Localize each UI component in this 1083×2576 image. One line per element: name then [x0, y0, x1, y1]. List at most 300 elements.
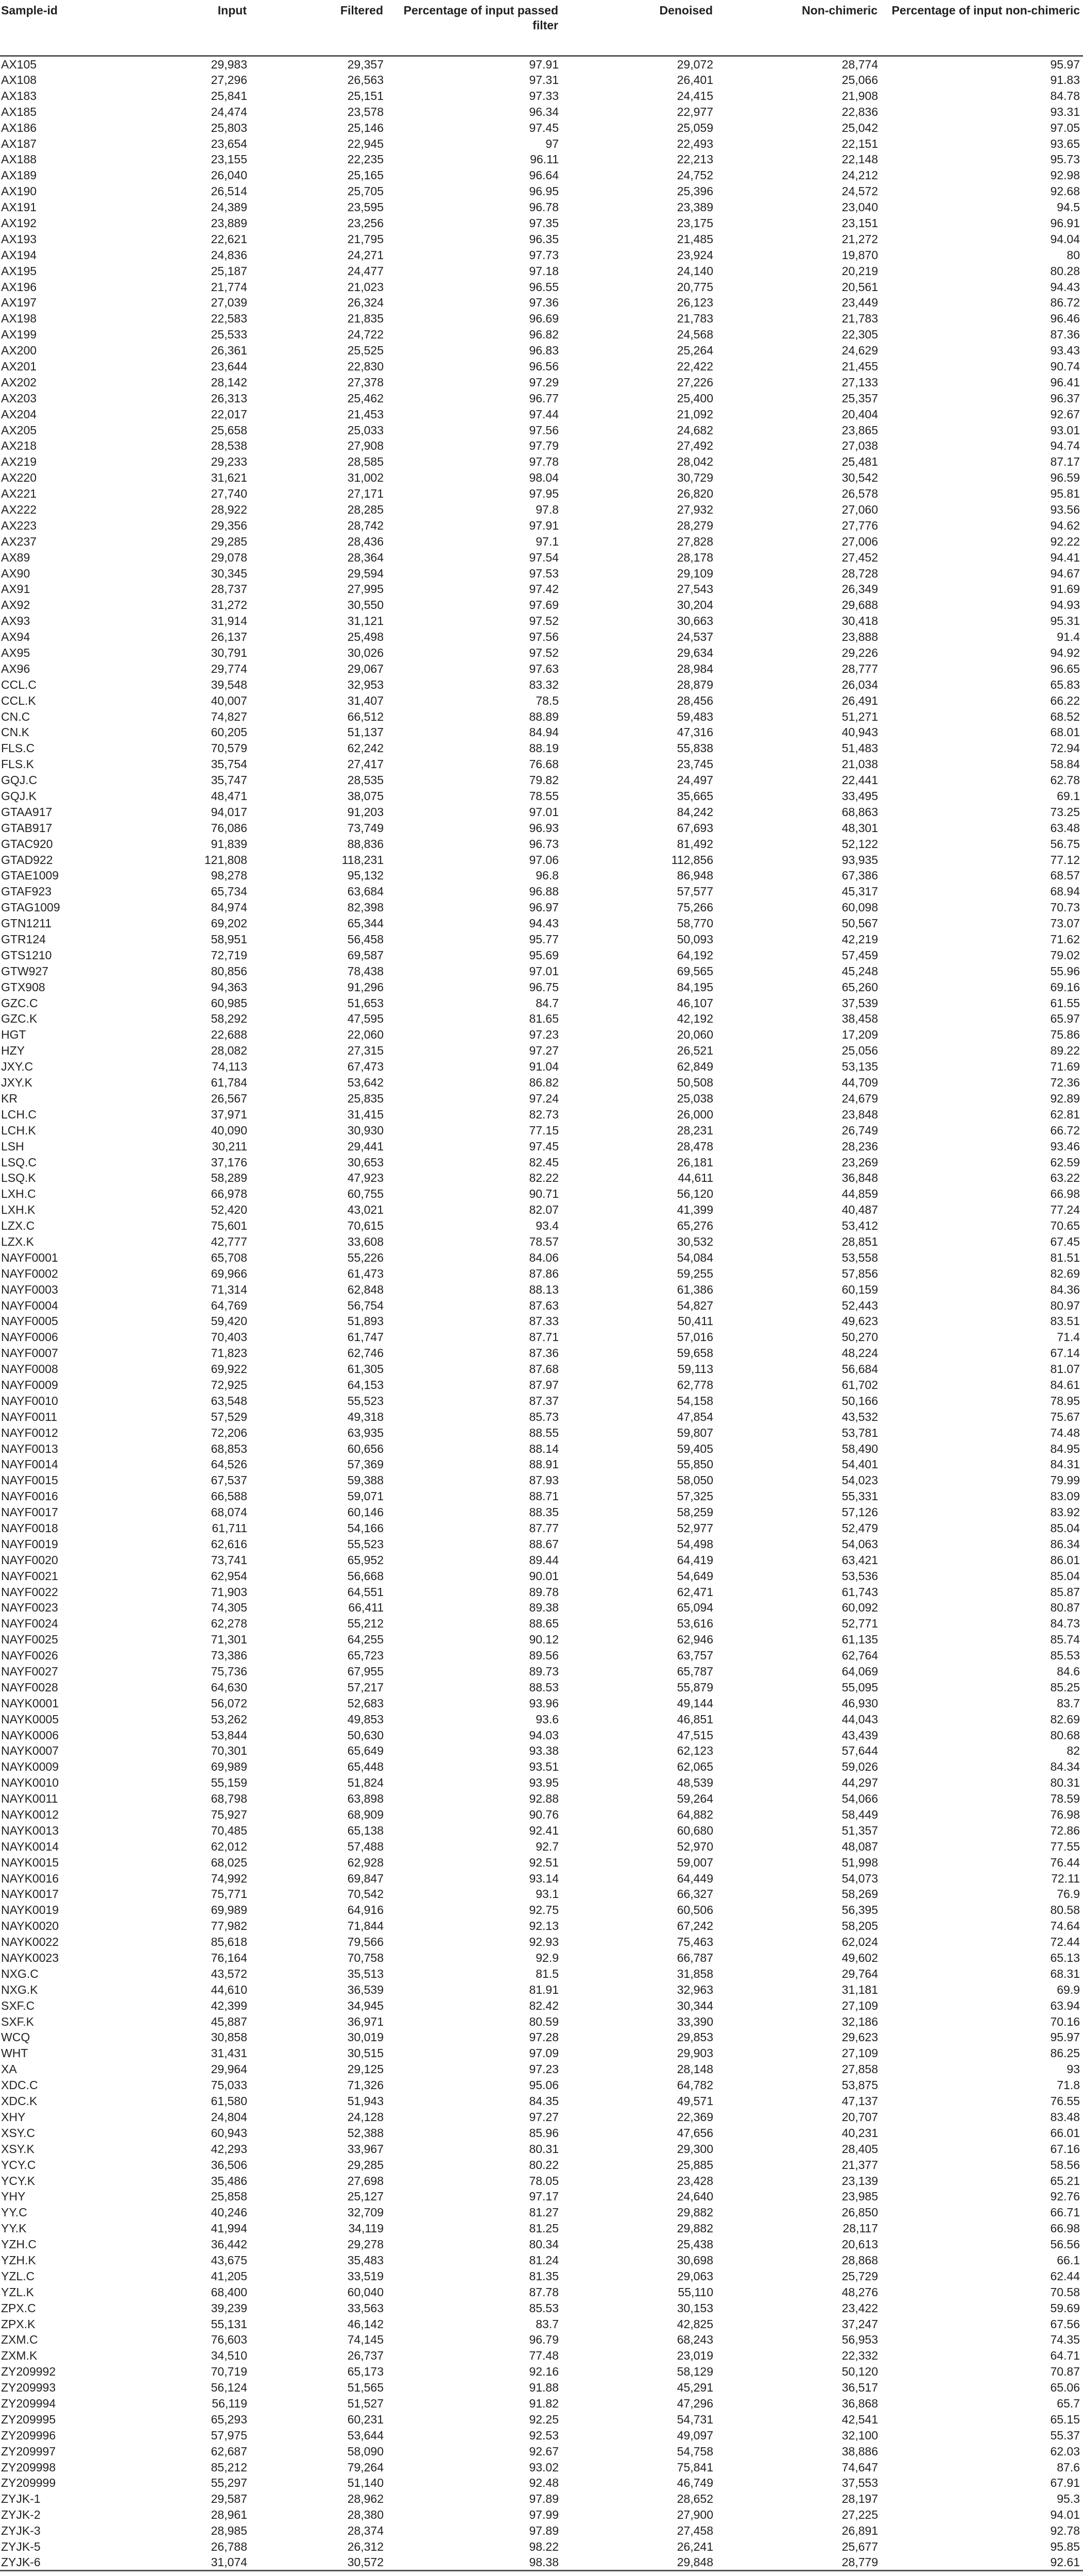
cell-input: 62,278	[211, 1617, 247, 1631]
cell-non-chimeric: 22,305	[841, 328, 878, 342]
cell-percentage-passed-filter: 88.14	[529, 1442, 559, 1455]
cell-percentage-passed-filter: 94.03	[529, 1728, 559, 1742]
table-row	[0, 199, 1083, 215]
cell-non-chimeric: 28,779	[841, 2555, 878, 2569]
cell-sample-id: AX96	[1, 662, 30, 675]
cell-percentage-passed-filter: 97.52	[529, 646, 559, 659]
cell-percentage-non-chimeric: 77.12	[1050, 853, 1080, 867]
cell-sample-id: NAYF0017	[1, 1505, 58, 1519]
cell-denoised: 28,279	[677, 518, 713, 532]
cell-percentage-passed-filter: 96.83	[529, 344, 559, 358]
cell-percentage-passed-filter: 97.56	[529, 630, 559, 644]
cell-non-chimeric: 36,848	[841, 1171, 878, 1185]
cell-input: 28,961	[211, 2508, 247, 2522]
cell-input: 37,971	[211, 1107, 247, 1121]
cell-filtered: 36,539	[347, 1982, 384, 1996]
cell-percentage-passed-filter: 76.68	[529, 757, 559, 771]
cell-non-chimeric: 23,888	[841, 630, 878, 644]
table-row	[0, 343, 1083, 359]
cell-sample-id: GTAD922	[1, 853, 53, 867]
cell-percentage-non-chimeric: 92.76	[1050, 2190, 1080, 2204]
cell-non-chimeric: 23,865	[841, 423, 878, 437]
cell-sample-id: YZH.C	[1, 2238, 37, 2251]
cell-input: 64,769	[211, 1298, 247, 1312]
cell-percentage-passed-filter: 87.71	[529, 1330, 559, 1344]
cell-non-chimeric: 60,098	[841, 901, 878, 914]
cell-filtered: 24,722	[347, 328, 384, 342]
cell-input: 71,301	[211, 1633, 247, 1647]
cell-input: 36,506	[211, 2158, 247, 2172]
cell-non-chimeric: 28,868	[841, 2253, 878, 2267]
cell-percentage-passed-filter: 97.17	[529, 2190, 559, 2204]
cell-sample-id: ZXM.C	[1, 2333, 38, 2347]
cell-filtered: 24,128	[347, 2110, 384, 2124]
cell-percentage-passed-filter: 96.78	[529, 200, 559, 214]
cell-percentage-passed-filter: 88.65	[529, 1617, 559, 1631]
cell-denoised: 27,828	[677, 534, 713, 548]
cell-sample-id: NAYF0008	[1, 1362, 58, 1376]
cell-sample-id: FLS.C	[1, 741, 35, 755]
cell-input: 23,644	[211, 359, 247, 373]
cell-sample-id: AX203	[1, 391, 37, 405]
table-row	[0, 692, 1083, 708]
cell-non-chimeric: 38,458	[841, 1012, 878, 1026]
cell-input: 29,356	[211, 518, 247, 532]
cell-input: 71,903	[211, 1585, 247, 1599]
cell-percentage-passed-filter: 81.91	[529, 1982, 559, 1996]
cell-denoised: 75,463	[677, 1935, 713, 1949]
cell-denoised: 64,419	[677, 1553, 713, 1567]
cell-non-chimeric: 28,774	[841, 57, 878, 71]
cell-input: 35,486	[211, 2174, 247, 2188]
cell-sample-id: NAYK0001	[1, 1696, 59, 1710]
cell-sample-id: AX89	[1, 550, 30, 564]
cell-input: 29,774	[211, 662, 247, 675]
table-row	[0, 1170, 1083, 1186]
cell-non-chimeric: 49,602	[841, 1951, 878, 1965]
cell-percentage-non-chimeric: 80	[1067, 248, 1080, 262]
table-row	[0, 1249, 1083, 1265]
cell-non-chimeric: 21,272	[841, 232, 878, 246]
cell-input: 75,736	[211, 1665, 247, 1678]
cell-filtered: 25,498	[347, 630, 384, 644]
cell-percentage-non-chimeric: 59.69	[1050, 2301, 1080, 2315]
cell-denoised: 47,854	[677, 1410, 713, 1423]
cell-non-chimeric: 25,066	[841, 73, 878, 87]
cell-non-chimeric: 26,491	[841, 693, 878, 707]
cell-percentage-non-chimeric: 79.99	[1050, 1473, 1080, 1487]
cell-sample-id: NXG.K	[1, 1982, 38, 1996]
cell-filtered: 51,527	[347, 2396, 384, 2410]
cell-non-chimeric: 28,117	[843, 2222, 878, 2235]
cell-non-chimeric: 32,100	[841, 2428, 878, 2442]
cell-input: 74,113	[212, 1060, 247, 1074]
cell-non-chimeric: 55,331	[841, 1489, 878, 1503]
cell-denoised: 21,092	[677, 407, 713, 421]
cell-filtered: 49,853	[347, 1712, 384, 1726]
cell-percentage-passed-filter: 96.93	[529, 821, 559, 835]
cell-filtered: 33,967	[347, 2142, 384, 2156]
table-row	[0, 2125, 1083, 2141]
table-row	[0, 359, 1083, 375]
cell-denoised: 84,242	[677, 805, 713, 819]
cell-input: 71,823	[211, 1346, 247, 1360]
cell-sample-id: GTAG1009	[1, 901, 60, 914]
table-row	[0, 279, 1083, 295]
cell-denoised: 47,316	[677, 725, 713, 739]
cell-filtered: 60,040	[347, 2285, 384, 2299]
cell-input: 23,654	[211, 137, 247, 150]
cell-non-chimeric: 64,069	[841, 1665, 878, 1678]
cell-input: 66,588	[211, 1489, 247, 1503]
cell-denoised: 75,266	[677, 901, 713, 914]
cell-input: 80,856	[211, 964, 247, 978]
cell-non-chimeric: 58,205	[841, 1919, 878, 1933]
cell-input: 31,272	[211, 598, 247, 612]
cell-sample-id: CCL.K	[1, 693, 36, 707]
cell-percentage-passed-filter: 82.22	[529, 1171, 559, 1185]
cell-filtered: 53,644	[347, 2428, 384, 2442]
cell-sample-id: AX187	[1, 137, 37, 150]
cell-input: 28,985	[211, 2524, 247, 2538]
cell-percentage-passed-filter: 78.5	[536, 693, 559, 707]
cell-denoised: 58,259	[677, 1505, 713, 1519]
cell-denoised: 30,663	[677, 614, 713, 628]
table-row	[0, 151, 1083, 167]
cell-input: 31,914	[211, 614, 247, 628]
cell-non-chimeric: 45,317	[841, 885, 878, 899]
cell-sample-id: CN.K	[1, 725, 29, 739]
cell-input: 70,719	[211, 2365, 247, 2379]
cell-percentage-non-chimeric: 86.25	[1050, 2046, 1080, 2060]
cell-sample-id: GTAB917	[1, 821, 53, 835]
cell-non-chimeric: 33,495	[841, 789, 878, 803]
cell-input: 27,039	[211, 296, 247, 310]
cell-filtered: 58,090	[347, 2444, 384, 2458]
table-row	[0, 2045, 1083, 2061]
cell-denoised: 57,577	[677, 885, 713, 899]
cell-non-chimeric: 25,677	[841, 2539, 878, 2553]
table-row	[0, 2221, 1083, 2236]
cell-percentage-passed-filter: 81.27	[529, 2206, 559, 2219]
table-row	[0, 247, 1083, 263]
cell-non-chimeric: 44,297	[841, 1776, 878, 1790]
cell-input: 22,583	[211, 312, 247, 326]
cell-filtered: 63,898	[347, 1792, 384, 1806]
cell-denoised: 62,471	[677, 1585, 713, 1599]
cell-non-chimeric: 21,038	[841, 757, 878, 771]
cell-percentage-non-chimeric: 94.62	[1050, 518, 1080, 532]
cell-filtered: 51,893	[347, 1314, 384, 1328]
cell-non-chimeric: 51,483	[841, 741, 878, 755]
cell-filtered: 29,285	[347, 2158, 384, 2172]
cell-input: 69,202	[211, 917, 247, 930]
cell-percentage-passed-filter: 97.8	[536, 502, 559, 516]
cell-non-chimeric: 27,038	[841, 439, 878, 453]
table-row	[0, 2475, 1083, 2491]
cell-percentage-non-chimeric: 93.31	[1050, 105, 1080, 118]
cell-denoised: 52,977	[677, 1521, 713, 1535]
cell-percentage-non-chimeric: 94.92	[1050, 646, 1080, 659]
cell-denoised: 29,882	[677, 2206, 713, 2219]
table-row	[0, 374, 1083, 390]
cell-filtered: 91,296	[347, 980, 384, 994]
cell-percentage-passed-filter: 87.33	[529, 1314, 559, 1328]
cell-filtered: 67,473	[347, 1060, 384, 1074]
cell-non-chimeric: 37,247	[841, 2317, 878, 2331]
cell-filtered: 29,357	[347, 57, 384, 71]
cell-percentage-non-chimeric: 87.6	[1057, 2460, 1080, 2474]
cell-filtered: 27,315	[347, 1044, 384, 1058]
cell-sample-id: GTAE1009	[1, 869, 59, 883]
table-row	[0, 1059, 1083, 1075]
cell-percentage-non-chimeric: 67.14	[1050, 1346, 1080, 1360]
cell-percentage-non-chimeric: 92.22	[1050, 534, 1080, 548]
cell-denoised: 53,616	[677, 1617, 713, 1631]
cell-filtered: 22,945	[347, 137, 384, 150]
cell-denoised: 22,369	[677, 2110, 713, 2124]
cell-sample-id: FLS.K	[1, 757, 34, 771]
column-header-non-chimeric: Non-chimeric	[802, 4, 878, 17]
cell-sample-id: NAYF0003	[1, 1282, 58, 1296]
cell-filtered: 25,705	[347, 184, 384, 198]
cell-input: 44,610	[211, 1982, 247, 1996]
table-row	[0, 772, 1083, 788]
cell-percentage-non-chimeric: 84.6	[1057, 1665, 1080, 1678]
cell-filtered: 88,836	[347, 837, 384, 851]
cell-denoised: 48,539	[677, 1776, 713, 1790]
cell-input: 40,246	[211, 2206, 247, 2219]
cell-denoised: 29,634	[677, 646, 713, 659]
cell-percentage-non-chimeric: 92.98	[1050, 168, 1080, 182]
cell-sample-id: NAYF0027	[1, 1665, 58, 1678]
cell-filtered: 31,121	[347, 614, 384, 628]
cell-percentage-passed-filter: 87.37	[529, 1394, 559, 1408]
cell-sample-id: YCY.K	[1, 2174, 36, 2188]
cell-sample-id: AX189	[1, 168, 37, 182]
cell-input: 60,985	[211, 996, 247, 1010]
cell-sample-id: ZY209992	[1, 2365, 56, 2379]
cell-non-chimeric: 44,043	[841, 1712, 878, 1726]
cell-denoised: 33,390	[677, 2014, 713, 2028]
cell-percentage-passed-filter: 92.53	[529, 2428, 559, 2442]
cell-non-chimeric: 61,135	[841, 1633, 878, 1647]
cell-percentage-passed-filter: 93.02	[529, 2460, 559, 2474]
cell-denoised: 41,399	[677, 1203, 713, 1217]
cell-sample-id: AX220	[1, 471, 37, 485]
cell-non-chimeric: 21,377	[841, 2158, 878, 2172]
cell-non-chimeric: 28,405	[841, 2142, 878, 2156]
table-row	[0, 1886, 1083, 1902]
cell-input: 68,798	[211, 1792, 247, 1806]
table-row	[0, 1425, 1083, 1440]
cell-denoised: 25,059	[677, 121, 713, 134]
cell-input: 72,206	[211, 1426, 247, 1439]
cell-input: 70,301	[211, 1744, 247, 1758]
cell-filtered: 60,755	[347, 1187, 384, 1201]
cell-denoised: 54,498	[677, 1537, 713, 1551]
cell-percentage-non-chimeric: 76.44	[1050, 1855, 1080, 1869]
cell-percentage-non-chimeric: 89.22	[1050, 1044, 1080, 1058]
cell-sample-id: ZY209993	[1, 2381, 56, 2395]
cell-sample-id: GTW927	[1, 964, 49, 978]
table-row	[0, 1965, 1083, 1981]
cell-non-chimeric: 29,764	[841, 1967, 878, 1980]
cell-non-chimeric: 23,985	[841, 2190, 878, 2204]
cell-percentage-passed-filter: 97.91	[529, 57, 559, 71]
cell-input: 25,858	[211, 2190, 247, 2204]
cell-filtered: 25,165	[347, 168, 384, 182]
cell-sample-id: NAYF0014	[1, 1458, 58, 1471]
cell-non-chimeric: 40,943	[841, 725, 878, 739]
cell-percentage-non-chimeric: 85.04	[1050, 1569, 1080, 1583]
cell-non-chimeric: 20,219	[841, 264, 878, 278]
cell-filtered: 24,477	[347, 264, 384, 278]
cell-percentage-passed-filter: 98.22	[529, 2539, 559, 2553]
cell-non-chimeric: 53,875	[841, 2078, 878, 2092]
cell-input: 74,827	[211, 709, 247, 723]
cell-percentage-non-chimeric: 82.69	[1050, 1266, 1080, 1280]
cell-filtered: 51,943	[347, 2094, 384, 2108]
cell-percentage-passed-filter: 85.53	[529, 2301, 559, 2315]
cell-denoised: 28,231	[677, 1123, 713, 1137]
cell-denoised: 54,758	[677, 2444, 713, 2458]
table-row	[0, 979, 1083, 995]
cell-filtered: 26,324	[347, 296, 384, 310]
cell-percentage-passed-filter: 97.01	[529, 964, 559, 978]
cell-denoised: 58,050	[677, 1473, 713, 1487]
cell-input: 62,012	[211, 1839, 247, 1853]
cell-input: 29,983	[211, 57, 247, 71]
cell-percentage-non-chimeric: 95.31	[1050, 614, 1080, 628]
cell-percentage-passed-filter: 86.82	[529, 1076, 559, 1090]
cell-denoised: 24,140	[677, 264, 713, 278]
cell-percentage-non-chimeric: 67.56	[1050, 2317, 1080, 2331]
cell-filtered: 71,326	[347, 2078, 384, 2092]
cell-denoised: 55,110	[678, 2285, 713, 2299]
cell-percentage-non-chimeric: 68.57	[1050, 869, 1080, 883]
cell-non-chimeric: 74,647	[841, 2460, 878, 2474]
cell-percentage-passed-filter: 88.53	[529, 1680, 559, 1694]
cell-percentage-passed-filter: 87.97	[529, 1378, 559, 1392]
cell-percentage-passed-filter: 91.88	[529, 2381, 559, 2395]
cell-percentage-non-chimeric: 67.16	[1050, 2142, 1080, 2156]
cell-non-chimeric: 28,236	[841, 1139, 878, 1153]
cell-percentage-non-chimeric: 77.55	[1050, 1839, 1080, 1853]
cell-percentage-non-chimeric: 95.97	[1050, 57, 1080, 71]
cell-percentage-non-chimeric: 58.56	[1050, 2158, 1080, 2172]
cell-denoised: 59,807	[677, 1426, 713, 1439]
cell-percentage-non-chimeric: 84.78	[1050, 89, 1080, 103]
cell-denoised: 29,848	[677, 2555, 713, 2569]
cell-percentage-non-chimeric: 96.37	[1050, 391, 1080, 405]
cell-filtered: 55,523	[347, 1537, 384, 1551]
cell-input: 94,363	[211, 980, 247, 994]
cell-sample-id: AX200	[1, 344, 37, 358]
cell-percentage-passed-filter: 97.23	[529, 2062, 559, 2076]
table-row	[0, 2539, 1083, 2555]
table-row	[0, 2029, 1083, 2045]
table-row	[0, 2077, 1083, 2093]
cell-denoised: 42,192	[677, 1012, 713, 1026]
table-row	[0, 2236, 1083, 2252]
cell-percentage-non-chimeric: 72.86	[1050, 1823, 1080, 1837]
cell-filtered: 78,438	[347, 964, 384, 978]
cell-non-chimeric: 62,764	[841, 1649, 878, 1663]
table-row	[0, 1552, 1083, 1568]
cell-sample-id: NAYF0009	[1, 1378, 58, 1392]
cell-percentage-passed-filter: 80.59	[529, 2014, 559, 2028]
cell-filtered: 29,067	[347, 662, 384, 675]
cell-percentage-non-chimeric: 74.35	[1050, 2333, 1080, 2347]
cell-denoised: 28,652	[677, 2492, 713, 2506]
cell-non-chimeric: 27,776	[841, 518, 878, 532]
cell-non-chimeric: 48,224	[841, 1346, 878, 1360]
cell-input: 31,074	[211, 2555, 247, 2569]
cell-percentage-passed-filter: 90.01	[529, 1569, 559, 1583]
cell-input: 22,017	[211, 407, 247, 421]
bottom-rule	[0, 2571, 1083, 2573]
cell-input: 31,621	[211, 471, 247, 485]
cell-percentage-passed-filter: 90.12	[529, 1633, 559, 1647]
cell-input: 60,943	[211, 2126, 247, 2140]
cell-sample-id: ZY209996	[1, 2428, 56, 2442]
cell-percentage-non-chimeric: 71.4	[1057, 1330, 1080, 1344]
cell-percentage-non-chimeric: 72.11	[1051, 1871, 1080, 1885]
cell-filtered: 22,830	[347, 359, 384, 373]
cell-sample-id: NAYF0019	[1, 1537, 58, 1551]
cell-denoised: 30,532	[677, 1234, 713, 1248]
table-row	[0, 422, 1083, 438]
cell-percentage-non-chimeric: 63.94	[1050, 1998, 1080, 2012]
cell-percentage-passed-filter: 82.45	[529, 1155, 559, 1169]
cell-input: 28,737	[211, 582, 247, 596]
cell-sample-id: JXY.C	[1, 1060, 33, 1074]
table-row	[0, 629, 1083, 645]
cell-sample-id: GTN1211	[1, 917, 52, 930]
cell-percentage-passed-filter: 95.69	[529, 948, 559, 962]
cell-input: 24,836	[211, 248, 247, 262]
cell-non-chimeric: 42,541	[841, 2412, 878, 2426]
cell-denoised: 59,658	[677, 1346, 713, 1360]
cell-sample-id: AX218	[1, 439, 37, 453]
cell-sample-id: AX185	[1, 105, 37, 118]
table-row	[0, 2554, 1083, 2571]
cell-denoised: 49,097	[677, 2428, 713, 2442]
cell-input: 26,514	[211, 184, 247, 198]
cell-input: 29,233	[211, 455, 247, 469]
cell-percentage-non-chimeric: 78.95	[1050, 1394, 1080, 1408]
cell-percentage-non-chimeric: 66.01	[1050, 2126, 1080, 2140]
cell-input: 74,305	[211, 1601, 247, 1615]
cell-denoised: 64,882	[677, 1808, 713, 1822]
cell-sample-id: NAYK0005	[1, 1712, 59, 1726]
cell-input: 69,922	[211, 1362, 247, 1376]
cell-input: 85,212	[211, 2460, 247, 2474]
table-row	[0, 2523, 1083, 2539]
cell-input: 22,688	[211, 1028, 247, 1042]
cell-sample-id: ZPX.C	[1, 2301, 36, 2315]
cell-percentage-passed-filter: 96.79	[529, 2333, 559, 2347]
cell-denoised: 59,255	[677, 1266, 713, 1280]
cell-denoised: 28,148	[677, 2062, 713, 2076]
cell-sample-id: ZYJK-1	[1, 2492, 41, 2506]
cell-percentage-non-chimeric: 90.74	[1050, 359, 1080, 373]
cell-input: 91,839	[211, 837, 247, 851]
cell-non-chimeric: 57,644	[841, 1744, 878, 1758]
cell-input: 55,159	[211, 1776, 247, 1790]
cell-non-chimeric: 65,260	[841, 980, 878, 994]
